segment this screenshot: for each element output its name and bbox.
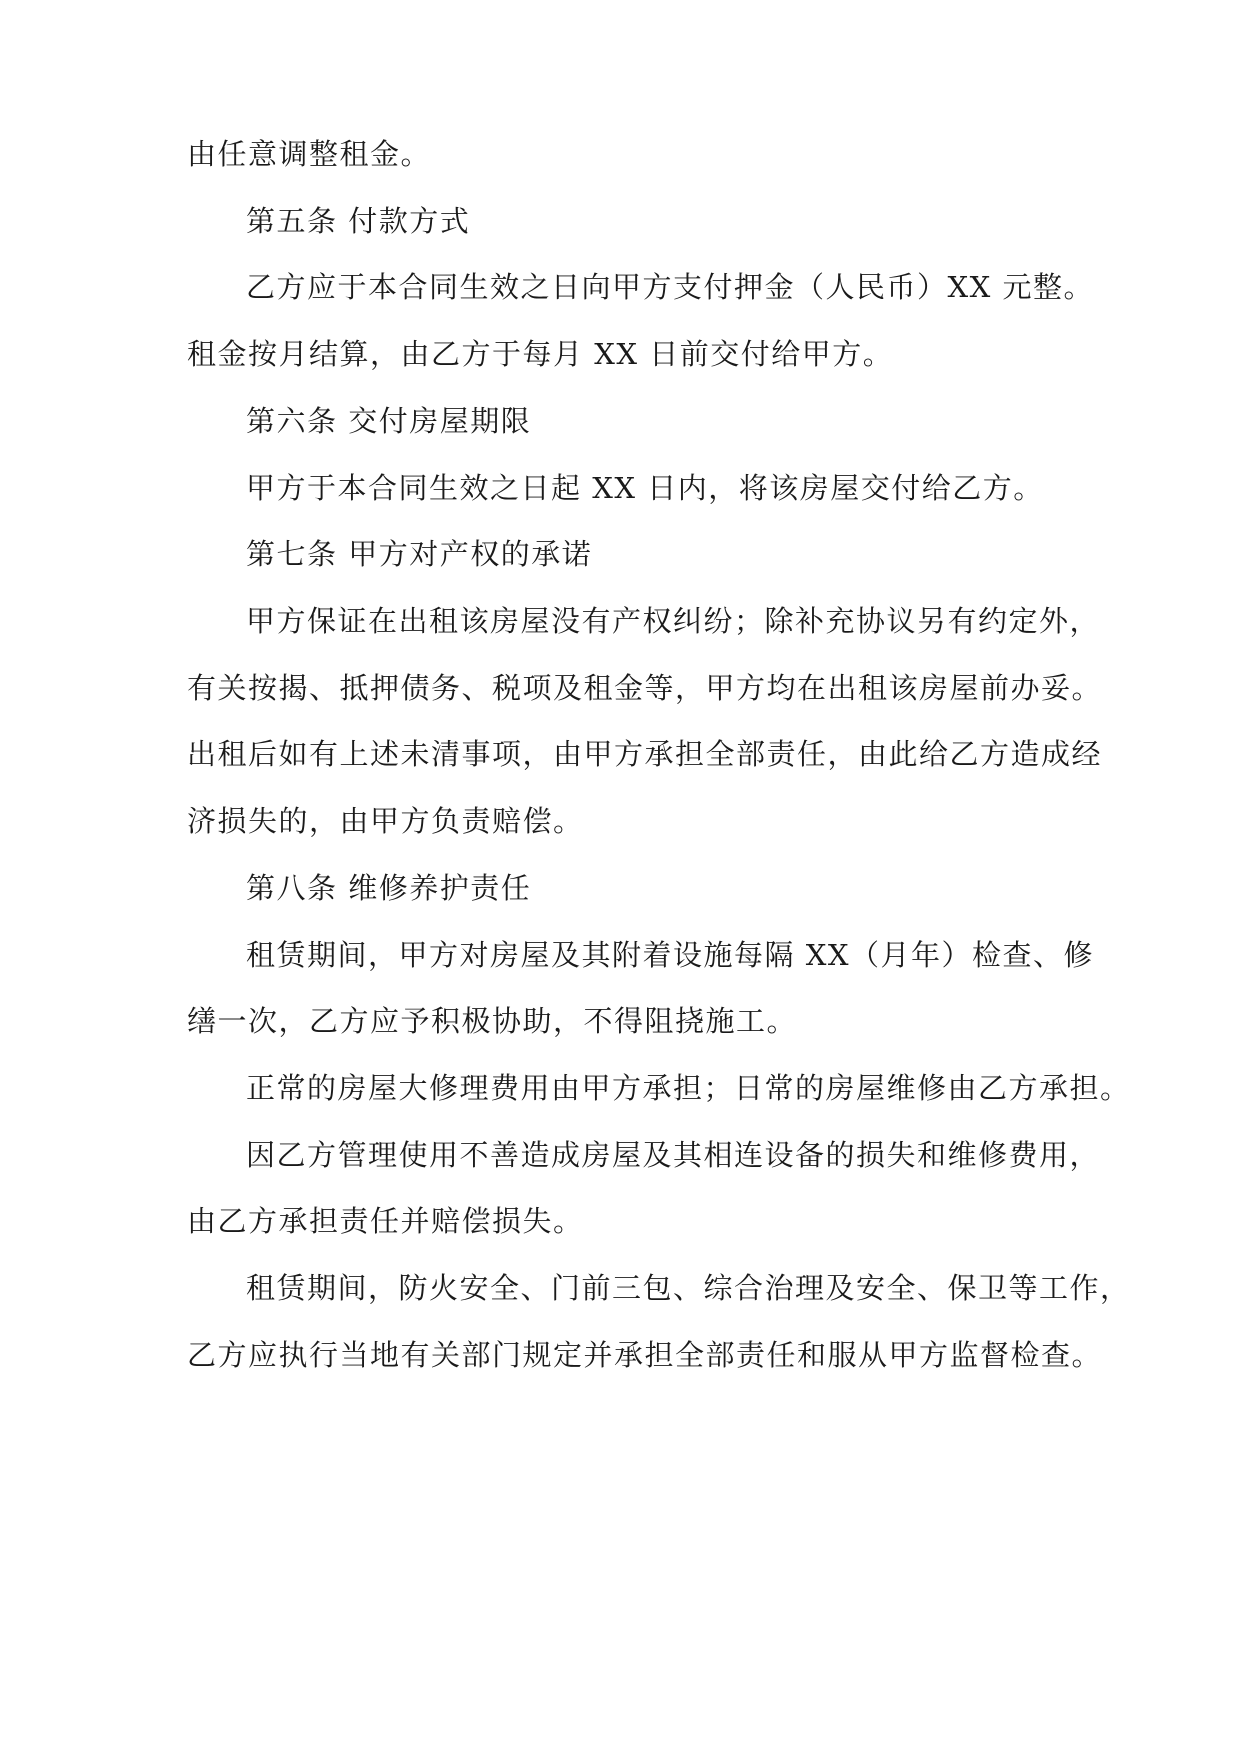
paragraph-line: 缮一次，乙方应予积极协助，不得阻挠施工。: [187, 1004, 798, 1038]
paragraph-line: 租金按月结算，由乙方于每月 XX 日前交付给甲方。: [187, 337, 894, 371]
article-7-heading: 第七条 甲方对产权的承诺: [246, 537, 593, 571]
paragraph-line: 出租后如有上述未清事项，由甲方承担全部责任，由此给乙方造成经: [187, 737, 1103, 771]
paragraph-line: 正常的房屋大修理费用由甲方承担；日常的房屋维修由乙方承担。: [246, 1071, 1131, 1105]
paragraph-line: 租赁期间，防火安全、门前三包、综合治理及安全、保卫等工作，: [246, 1271, 1131, 1305]
paragraph-line: 租赁期间，甲方对房屋及其附着设施每隔 XX（月年）检查、修: [246, 938, 1095, 972]
paragraph-line: 因乙方管理使用不善造成房屋及其相连设备的损失和维修费用，: [246, 1138, 1101, 1172]
paragraph-line: 乙方应于本合同生效之日向甲方支付押金（人民币）XX 元整。: [246, 270, 1095, 304]
paragraph-line: 乙方应执行当地有关部门规定并承担全部责任和服从甲方监督检查。: [187, 1338, 1103, 1372]
paragraph-continuation: 由任意调整租金。: [187, 137, 432, 171]
article-6-heading: 第六条 交付房屋期限: [246, 404, 532, 438]
paragraph-line: 有关按揭、抵押债务、税项及租金等，甲方均在出租该房屋前办妥。: [187, 671, 1103, 705]
paragraph-line: 甲方保证在出租该房屋没有产权纠纷；除补充协议另有约定外，: [246, 604, 1101, 638]
paragraph-line: 由乙方承担责任并赔偿损失。: [187, 1204, 584, 1238]
paragraph-line: 甲方于本合同生效之日起 XX 日内，将该房屋交付给乙方。: [246, 471, 1044, 505]
paragraph-line: 济损失的，由甲方负责赔偿。: [187, 804, 584, 838]
article-8-heading: 第八条 维修养护责任: [246, 871, 532, 905]
article-5-heading: 第五条 付款方式: [246, 204, 471, 238]
